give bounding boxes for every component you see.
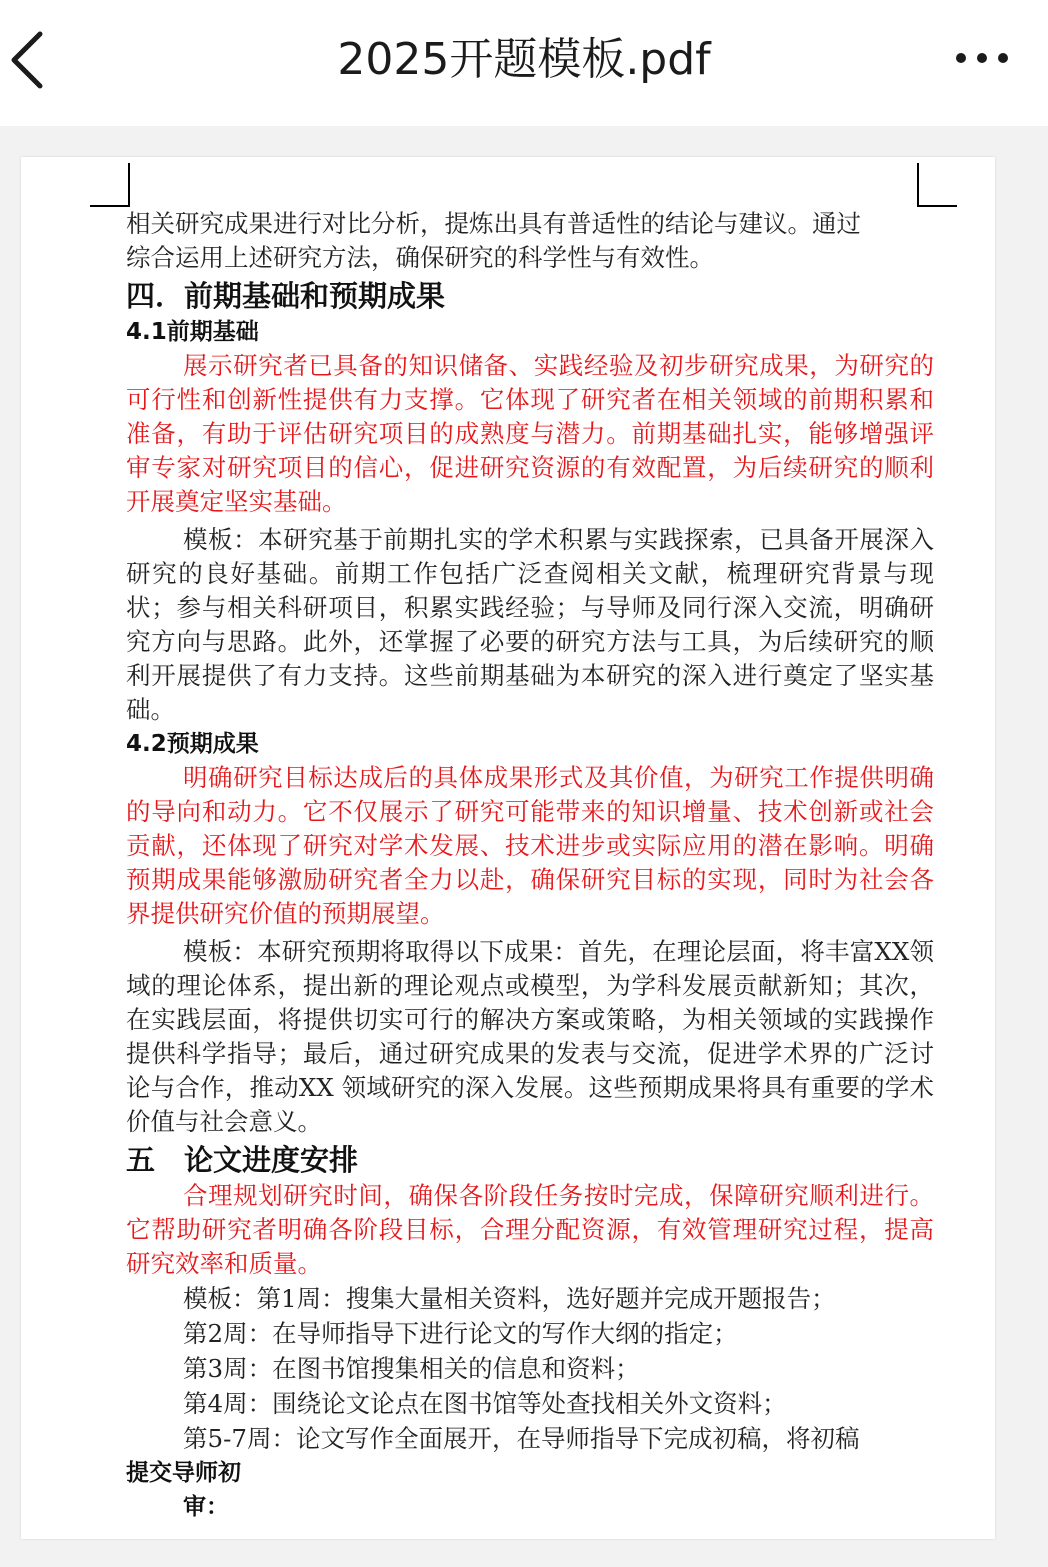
schedule-item: 模板：第1周：搜集大量相关资料，选好题并完成开题报告；	[183, 1284, 836, 1313]
template-paragraph: 模板：本研究预期将取得以下成果：首先，在理论层面，将丰富XX领域的理论体系，提出新的理论观点或模型，为学科发展贡献新知；其次，在实践层面，将提供切实可行的解决方案或策略，为相关领域的实践操作提供科学指导；最后，通过研究成果的发表与交流，促进学术界的广泛讨论与合作，推动XX 领域研究的深入发展。这些预期成果将具有重要的学术价值与社会意义。	[126, 937, 934, 1136]
more-options-button[interactable]	[952, 36, 1012, 80]
chevron-left-icon	[8, 30, 48, 90]
guidance-paragraph: 合理规划研究时间，确保各阶段任务按时完成，保障研究顺利进行。它帮助研究者明确各阶段目标，合理分配资源，有效管理研究过程，提高研究效率和质量。	[126, 1181, 934, 1278]
subsection-heading: 4.1前期基础	[126, 319, 259, 345]
intro-line: 综合运用上述研究方法，确保研究的科学性与有效性。	[126, 243, 714, 272]
page-content	[126, 207, 934, 1524]
template-paragraph: 模板：本研究基于前期扎实的学术积累与实践探索，已具备开展深入研究的良好基础。前期工作包括广泛查阅相关文献，梳理研究背景与现状；参与相关科研项目，积累实践经验；与导师及同行深入交流，明确研究方向与思路。此外，还掌握了必要的研究方法与工具，为后续研究的顺利开展提供了有力支持。这些前期基础为本研究的深入进行奠定了坚实基础。	[126, 525, 934, 724]
pdf-page[interactable]	[21, 157, 995, 1539]
more-horizontal-icon	[956, 53, 966, 63]
section-heading: 四．前期基础和预期成果	[126, 279, 446, 313]
guidance-paragraph: 明确研究目标达成后的具体成果形式及其价值，为研究工作提供明确的导向和动力。它不仅展示了研究可能带来的知识增量、技术创新或社会贡献，还体现了研究对学术发展、技术进步或实际应用的潜在影响。明确预期成果能够激励研究者全力以赴，确保研究目标的实现，同时为社会各界提供研究价值的预期展望。	[126, 763, 934, 928]
subsection-heading: 4.2预期成果	[126, 731, 259, 757]
crop-mark	[917, 163, 919, 207]
schedule-item: 第3周：在图书馆搜集相关的信息和资料；	[183, 1354, 640, 1383]
schedule-continuation: 审：	[183, 1494, 229, 1520]
schedule-item: 第4周：围绕论文论点在图书馆等处查找相关外文资料；	[183, 1389, 787, 1418]
schedule-item: 第2周：在导师指导下进行论文的写作大纲的指定；	[183, 1319, 738, 1348]
section-heading: 五 论文进度安排	[126, 1143, 359, 1177]
schedule-continuation: 提交导师初	[126, 1460, 241, 1486]
guidance-paragraph: 展示研究者已具备的知识储备、实践经验及初步研究成果，为研究的可行性和创新性提供有力支撑。它体现了研究者在相关领域的前期积累和准备，有助于评估研究项目的成熟度与潜力。前期基础扎实，能够增强评审专家对研究项目的信心，促进研究资源的有效配置，为后续研究的顺利开展奠定坚实基础。	[126, 351, 934, 516]
more-horizontal-icon	[977, 53, 987, 63]
schedule-item: 第5-7周：论文写作全面展开，在导师指导下完成初稿，将初稿	[183, 1424, 860, 1453]
intro-line: 相关研究成果进行对比分析，提炼出具有普适性的结论与建议。通过	[126, 209, 861, 238]
document-title: 2025开题模板.pdf	[337, 34, 711, 85]
top-app-bar	[0, 0, 1048, 126]
back-button[interactable]	[0, 22, 64, 98]
crop-mark	[128, 163, 130, 207]
more-horizontal-icon	[998, 53, 1008, 63]
crop-mark	[90, 205, 130, 207]
